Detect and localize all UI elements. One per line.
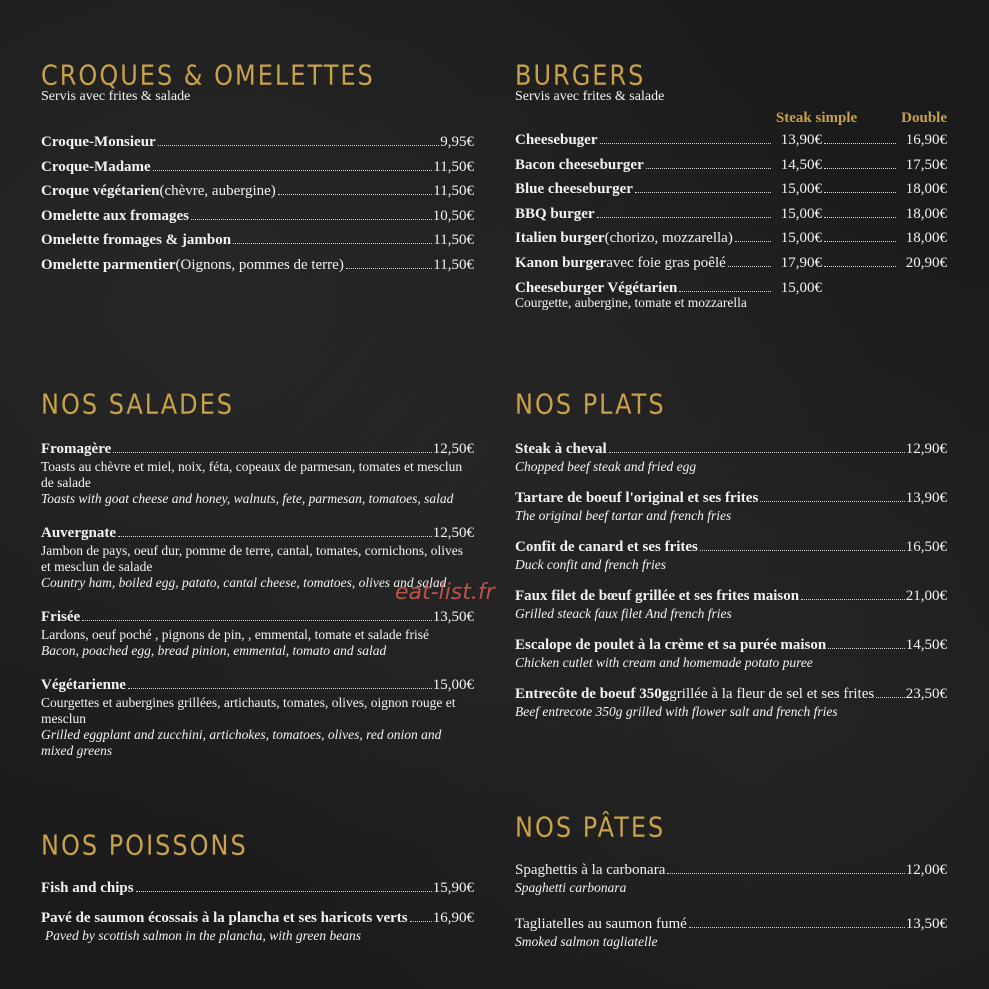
item-price: 23,50€ bbox=[905, 686, 947, 702]
item-description: Lardons, oeuf poché , pignons de pin, , emmental, tomate et salade frisé bbox=[41, 627, 430, 642]
price-column-headers bbox=[515, 108, 947, 128]
item-price-double: 18,00€ bbox=[905, 205, 947, 222]
plats-list bbox=[515, 439, 947, 720]
leader-dots bbox=[824, 241, 896, 242]
burgers-list bbox=[515, 128, 947, 276]
item-translation: Beef entrecote 350g grilled with flower salt and french fries bbox=[515, 704, 838, 719]
item-price: 15,90€ bbox=[432, 880, 474, 896]
item-translation: Duck confit and french fries bbox=[515, 557, 666, 572]
list-item bbox=[515, 635, 947, 671]
item-name: Entrecôte de boeuf 350g bbox=[515, 686, 670, 702]
item-header bbox=[41, 607, 474, 627]
list-item bbox=[41, 878, 474, 898]
item-name: Cheeseburger Végétarien bbox=[515, 279, 678, 296]
item-name: Fromagère bbox=[41, 441, 112, 457]
leader-dots bbox=[760, 501, 904, 502]
list-item bbox=[515, 914, 947, 950]
leader-dots bbox=[635, 192, 771, 193]
item-name: Croque-Monsieur bbox=[41, 134, 156, 150]
leader-dots bbox=[689, 927, 905, 928]
item-name: Croque végétarien bbox=[41, 183, 160, 200]
watermark: eat-list.fr bbox=[395, 580, 495, 605]
item-price: 15,00€ bbox=[780, 279, 822, 296]
item-translation: Spaghetti carbonara bbox=[515, 880, 627, 895]
item-header bbox=[41, 908, 474, 928]
list-item bbox=[515, 537, 947, 573]
section-title: CROQUES & OMELETTES bbox=[41, 59, 375, 92]
item-price: 13,50€ bbox=[905, 916, 947, 932]
item-name: Fish and chips bbox=[41, 880, 134, 896]
list-item bbox=[41, 253, 474, 278]
item-price: 12,00€ bbox=[905, 862, 947, 878]
list-item bbox=[41, 908, 474, 944]
item-description: Jambon de pays, oeuf dur, pomme de terre, cantal, tomates, cornichons, olives et mesclun de salade bbox=[41, 543, 463, 574]
leader-dots bbox=[824, 217, 896, 218]
list-item bbox=[515, 684, 947, 720]
list-item bbox=[515, 128, 947, 153]
item-header bbox=[41, 439, 474, 459]
leader-dots bbox=[278, 194, 433, 195]
leader-dots bbox=[828, 648, 905, 649]
list-item bbox=[41, 155, 474, 180]
poissons-list bbox=[41, 878, 474, 944]
item-price-single: 15,00€ bbox=[780, 205, 822, 222]
list-item bbox=[515, 860, 947, 896]
item-price: 16,50€ bbox=[905, 539, 947, 555]
item-price: 11,50€ bbox=[433, 158, 474, 175]
pates-list bbox=[515, 860, 947, 950]
list-item bbox=[515, 226, 947, 251]
leader-dots bbox=[158, 145, 440, 146]
item-translation: Country ham, boiled egg, patato, cantal cheese, tomatoes, olives and salad bbox=[41, 575, 447, 590]
item-price: 11,50€ bbox=[433, 256, 474, 273]
list-item bbox=[41, 607, 474, 659]
item-price: 11,50€ bbox=[433, 232, 474, 249]
item-price: 16,90€ bbox=[432, 910, 474, 926]
section-burgers bbox=[515, 58, 947, 311]
leader-dots bbox=[136, 891, 432, 892]
item-translation: The original beef tartar and french fries bbox=[515, 508, 732, 523]
column-header-single: Steak simple bbox=[775, 110, 858, 126]
item-header bbox=[515, 488, 947, 508]
item-price-single: 13,90€ bbox=[780, 132, 822, 148]
leader-dots bbox=[824, 266, 896, 267]
item-name: Confit de canard et ses frites bbox=[515, 539, 698, 555]
leader-dots bbox=[113, 452, 432, 453]
item-translation: Chopped beef steak and fried egg bbox=[515, 459, 697, 474]
leader-dots bbox=[824, 192, 896, 193]
list-item bbox=[41, 204, 474, 229]
item-description: Courgette, aubergine, tomate et mozzarella bbox=[515, 295, 747, 311]
leader-dots bbox=[410, 921, 432, 922]
leader-dots bbox=[679, 291, 771, 292]
list-item bbox=[41, 675, 474, 759]
list-item bbox=[515, 586, 947, 622]
list-item bbox=[515, 177, 947, 202]
item-name: Faux filet de bœuf grillée et ses frites maison bbox=[515, 588, 800, 604]
list-item bbox=[41, 179, 474, 204]
item-price: 11,50€ bbox=[433, 183, 474, 200]
section-title: BURGERS bbox=[515, 59, 646, 92]
item-name: Tagliatelles au saumon fumé bbox=[515, 916, 687, 932]
list-item bbox=[41, 228, 474, 253]
item-description: Courgettes et aubergines grillées, artichauts, tomates, olives, oignon rouge et mesclun bbox=[41, 695, 456, 726]
item-name: Croque-Madame bbox=[41, 158, 151, 175]
item-translation: Grilled eggplant and zucchini, artichokes, tomatoes, olives, red onion and mixed greens bbox=[41, 727, 442, 758]
leader-dots bbox=[153, 170, 433, 171]
item-header bbox=[41, 675, 474, 695]
leader-dots bbox=[346, 268, 432, 269]
item-description: Toasts au chèvre et miel, noix, féta, copeaux de parmesan, tomates et mesclun de salade bbox=[41, 459, 463, 490]
item-header bbox=[41, 523, 474, 543]
list-item bbox=[41, 130, 474, 155]
item-name: BBQ burger bbox=[515, 205, 595, 222]
item-name: Escalope de poulet à la crème et sa purée maison bbox=[515, 637, 827, 653]
item-detail: (chorizo, mozzarella) bbox=[604, 230, 733, 247]
item-name: Auvergnate bbox=[41, 525, 116, 541]
leader-dots bbox=[876, 697, 905, 698]
item-price: 9,95€ bbox=[440, 134, 474, 150]
list-item bbox=[515, 439, 947, 475]
item-header bbox=[515, 635, 947, 655]
item-name: Spaghettis à la carbonara bbox=[515, 862, 666, 878]
list-item bbox=[515, 488, 947, 524]
item-name: Tartare de boeuf l'original et ses frites bbox=[515, 490, 759, 506]
item-name: Omelette aux fromages bbox=[41, 207, 190, 224]
leader-dots bbox=[600, 143, 772, 144]
section-title: NOS PÂTES bbox=[515, 811, 666, 844]
item-name: Pavé de saumon écossais à la plancha et ses haricots verts bbox=[41, 910, 408, 926]
leader-dots bbox=[128, 688, 432, 689]
leader-dots bbox=[233, 243, 432, 244]
item-price-double: 18,00€ bbox=[905, 181, 947, 198]
leader-dots bbox=[118, 536, 432, 537]
item-name: Italien burger bbox=[515, 230, 605, 247]
leader-dots bbox=[646, 168, 771, 169]
item-price-double: 20,90€ bbox=[905, 254, 947, 271]
section-subtitle: Servis avec frites & salade bbox=[41, 89, 191, 104]
item-name: Frisée bbox=[41, 609, 81, 625]
item-name: Steak à cheval bbox=[515, 441, 607, 457]
item-price-single: 17,90€ bbox=[780, 254, 822, 271]
section-title: NOS SALADES bbox=[41, 388, 235, 421]
item-price: 12,90€ bbox=[905, 441, 947, 457]
column-header-double: Double bbox=[901, 110, 947, 126]
item-name: Kanon burger bbox=[515, 254, 607, 271]
croques-list bbox=[41, 130, 474, 278]
leader-dots bbox=[82, 620, 432, 621]
section-title: NOS PLATS bbox=[515, 388, 666, 421]
section-subtitle: Servis avec frites & salade bbox=[515, 89, 665, 104]
item-translation: Paved by scottish salmon in the plancha, with green beans bbox=[45, 928, 361, 943]
item-translation: Bacon, poached egg, bread pinion, emmental, tomato and salad bbox=[41, 643, 387, 658]
leader-dots bbox=[735, 241, 771, 242]
item-price: 14,50€ bbox=[905, 637, 947, 653]
item-detail: (Oignons, pommes de terre) bbox=[175, 256, 344, 273]
leader-dots bbox=[801, 599, 905, 600]
item-price-single: 15,00€ bbox=[780, 181, 822, 198]
item-price-double: 18,00€ bbox=[905, 230, 947, 247]
item-price-single: 15,00€ bbox=[780, 230, 822, 247]
item-price: 10,50€ bbox=[432, 207, 474, 224]
item-header bbox=[515, 439, 947, 459]
item-detail: grillée à la fleur de sel et ses frites bbox=[669, 686, 875, 702]
item-name: Végétarienne bbox=[41, 677, 126, 693]
item-detail: (chèvre, aubergine) bbox=[159, 183, 276, 200]
item-price-double: 17,50€ bbox=[905, 156, 947, 173]
leader-dots bbox=[597, 217, 771, 218]
item-translation: Chicken cutlet with cream and homemade potato puree bbox=[515, 655, 813, 670]
item-price: 12,50€ bbox=[432, 441, 474, 457]
leader-dots bbox=[824, 168, 896, 169]
section-croques bbox=[41, 58, 474, 278]
leader-dots bbox=[728, 266, 771, 267]
leader-dots bbox=[609, 452, 905, 453]
item-name: Omelette fromages & jambon bbox=[41, 232, 232, 249]
item-translation: Toasts with goat cheese and honey, walnuts, fete, parmesan, tomatoes, salad bbox=[41, 491, 454, 506]
leader-dots bbox=[667, 873, 904, 874]
item-header bbox=[515, 537, 947, 557]
item-price: 12,50€ bbox=[432, 525, 474, 541]
item-name: Omelette parmentier bbox=[41, 256, 176, 273]
item-header bbox=[515, 684, 947, 704]
section-plats bbox=[515, 387, 947, 733]
section-poissons bbox=[41, 828, 474, 954]
item-price: 13,50€ bbox=[432, 609, 474, 625]
item-detail: avec foie gras poêlé bbox=[606, 254, 726, 271]
leader-dots bbox=[700, 550, 905, 551]
list-item bbox=[515, 251, 947, 276]
item-name: Blue cheeseburger bbox=[515, 181, 633, 198]
item-header bbox=[515, 586, 947, 606]
item-header bbox=[515, 914, 947, 934]
leader-dots bbox=[824, 143, 896, 144]
item-translation: Grilled steack faux filet And french fries bbox=[515, 606, 732, 621]
item-price-single: 14,50€ bbox=[780, 156, 822, 173]
item-price-double: 16,90€ bbox=[905, 132, 947, 148]
item-name: Bacon cheeseburger bbox=[515, 156, 644, 173]
item-price: 13,90€ bbox=[905, 490, 947, 506]
item-header bbox=[41, 878, 474, 898]
item-header bbox=[515, 860, 947, 880]
list-item bbox=[515, 202, 947, 227]
item-price: 15,00€ bbox=[432, 677, 474, 693]
item-name: Cheesebuger bbox=[515, 132, 598, 148]
list-item bbox=[515, 153, 947, 178]
item-price: 21,00€ bbox=[905, 588, 947, 604]
leader-dots bbox=[191, 219, 432, 220]
item-translation: Smoked salmon tagliatelle bbox=[515, 934, 658, 949]
section-pates bbox=[515, 810, 947, 968]
list-item bbox=[41, 439, 474, 507]
section-title: NOS POISSONS bbox=[41, 829, 248, 862]
